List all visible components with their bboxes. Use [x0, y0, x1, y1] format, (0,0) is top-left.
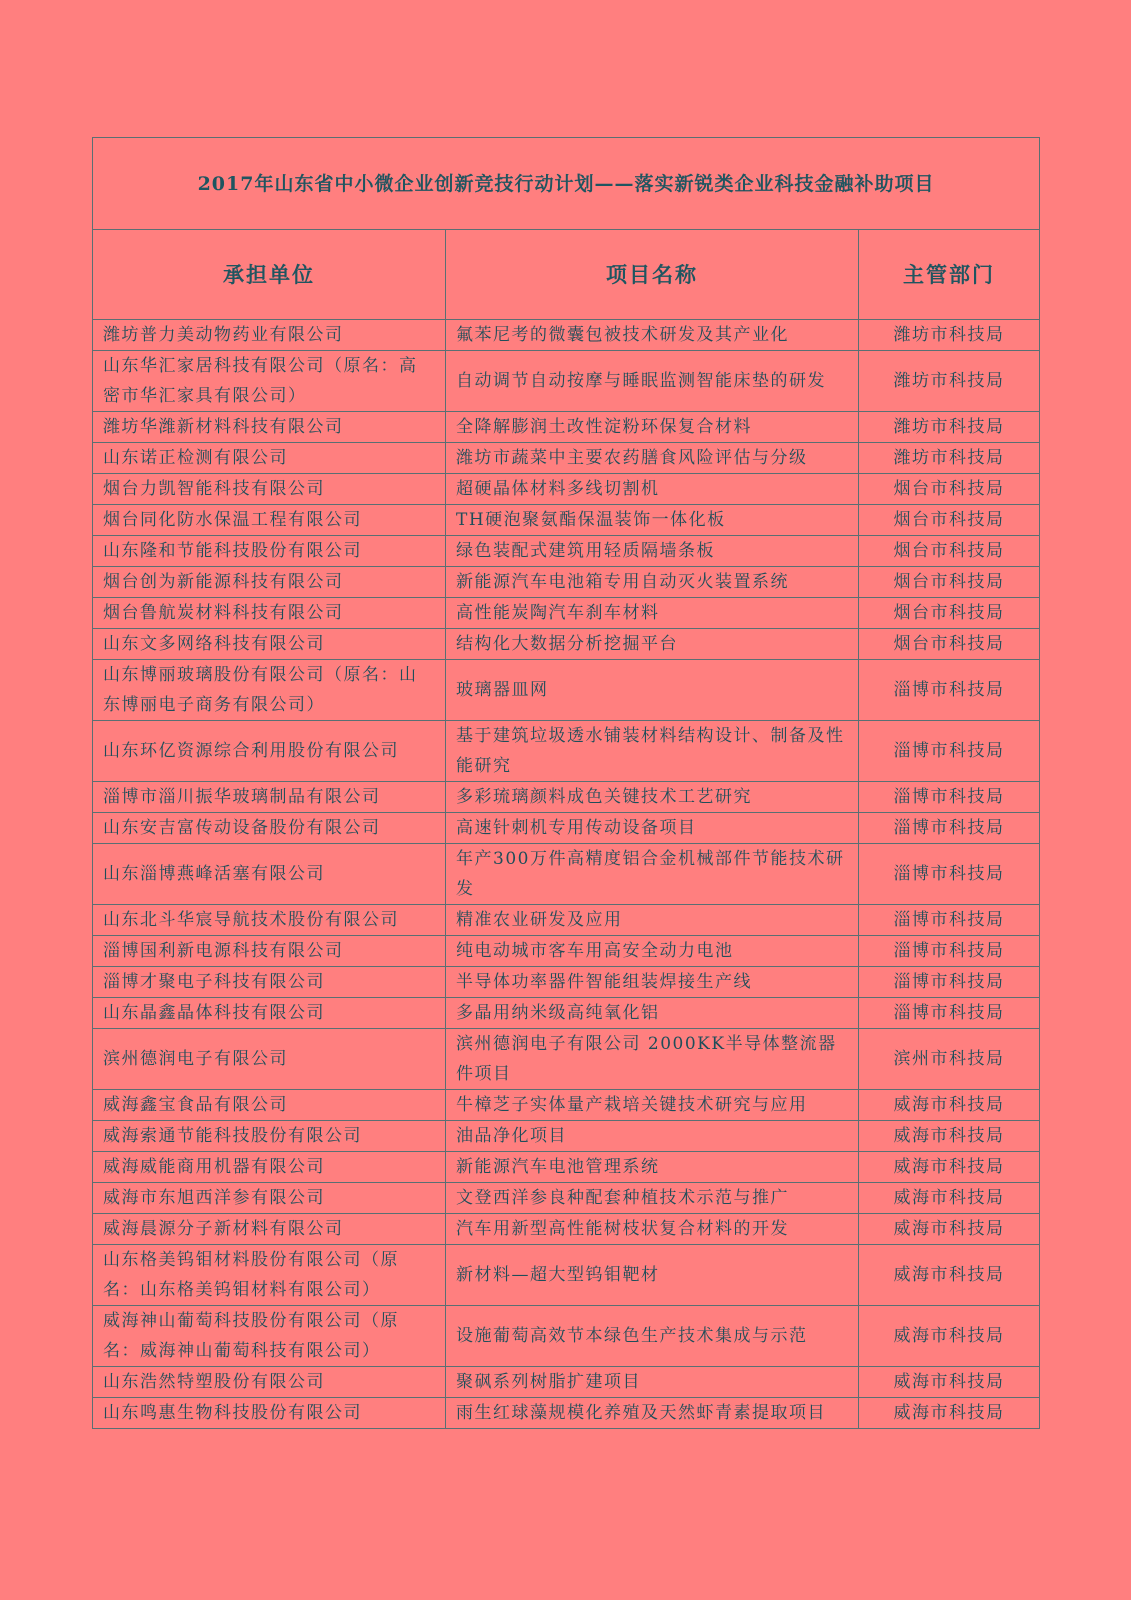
table-row: [93, 1245, 1040, 1306]
table-row: [93, 905, 1040, 936]
project-cell: 滨州德润电子有限公司 2000KK半导体整流器件项目: [446, 1029, 859, 1090]
unit-cell: 烟台同化防水保温工程有限公司: [93, 505, 446, 536]
dept-cell: 滨州市科技局: [859, 1029, 1040, 1090]
unit-cell: 烟台鲁航炭材料科技有限公司: [93, 598, 446, 629]
table-row: [93, 567, 1040, 598]
table-row: [93, 660, 1040, 721]
table-row: [93, 1121, 1040, 1152]
project-cell: 油品净化项目: [446, 1121, 859, 1152]
dept-cell: 威海市科技局: [859, 1367, 1040, 1398]
table-row: [93, 598, 1040, 629]
dept-cell: 淄博市科技局: [859, 844, 1040, 905]
dept-cell: 烟台市科技局: [859, 629, 1040, 660]
project-cell: 玻璃器皿网: [446, 660, 859, 721]
unit-cell: 威海威能商用机器有限公司: [93, 1152, 446, 1183]
project-cell: 绿色装配式建筑用轻质隔墙条板: [446, 536, 859, 567]
unit-cell: 淄博市淄川振华玻璃制品有限公司: [93, 782, 446, 813]
dept-cell: 威海市科技局: [859, 1245, 1040, 1306]
header-project: 项目名称: [446, 230, 859, 320]
table-row: [93, 629, 1040, 660]
project-cell: 文登西洋参良种配套种植技术示范与推广: [446, 1183, 859, 1214]
project-table: [92, 137, 1040, 1429]
unit-cell: 山东华汇家居科技有限公司（原名：高密市华汇家具有限公司）: [93, 351, 446, 412]
table-row: [93, 505, 1040, 536]
dept-cell: 淄博市科技局: [859, 998, 1040, 1029]
project-cell: 氟苯尼考的微囊包被技术研发及其产业化: [446, 320, 859, 351]
project-cell: 结构化大数据分析挖掘平台: [446, 629, 859, 660]
project-cell: 设施葡萄高效节本绿色生产技术集成与示范: [446, 1306, 859, 1367]
project-cell: 牛樟芝子实体量产栽培关键技术研究与应用: [446, 1090, 859, 1121]
dept-cell: 潍坊市科技局: [859, 351, 1040, 412]
project-cell: TH硬泡聚氨酯保温装饰一体化板: [446, 505, 859, 536]
unit-cell: 山东晶鑫晶体科技有限公司: [93, 998, 446, 1029]
dept-cell: 淄博市科技局: [859, 660, 1040, 721]
project-cell: 多晶用纳米级高纯氧化铝: [446, 998, 859, 1029]
unit-cell: 山东安吉富传动设备股份有限公司: [93, 813, 446, 844]
table-row: [93, 967, 1040, 998]
project-cell: 自动调节自动按摩与睡眠监测智能床垫的研发: [446, 351, 859, 412]
table-row: [93, 320, 1040, 351]
dept-cell: 威海市科技局: [859, 1090, 1040, 1121]
dept-cell: 烟台市科技局: [859, 505, 1040, 536]
title-row: [93, 138, 1040, 230]
project-cell: 新能源汽车电池箱专用自动灭火装置系统: [446, 567, 859, 598]
project-cell: 高性能炭陶汽车刹车材料: [446, 598, 859, 629]
table-row: [93, 1090, 1040, 1121]
table-row: [93, 936, 1040, 967]
dept-cell: 威海市科技局: [859, 1398, 1040, 1429]
dept-cell: 潍坊市科技局: [859, 320, 1040, 351]
project-cell: 纯电动城市客车用高安全动力电池: [446, 936, 859, 967]
table-row: [93, 474, 1040, 505]
dept-cell: 淄博市科技局: [859, 905, 1040, 936]
project-cell: 汽车用新型高性能树枝状复合材料的开发: [446, 1214, 859, 1245]
dept-cell: 淄博市科技局: [859, 782, 1040, 813]
project-cell: 精准农业研发及应用: [446, 905, 859, 936]
project-cell: 聚砜系列树脂扩建项目: [446, 1367, 859, 1398]
table-row: [93, 844, 1040, 905]
unit-cell: 山东隆和节能科技股份有限公司: [93, 536, 446, 567]
project-cell: 半导体功率器件智能组装焊接生产线: [446, 967, 859, 998]
dept-cell: 威海市科技局: [859, 1152, 1040, 1183]
project-cell: 雨生红球藻规模化养殖及天然虾青素提取项目: [446, 1398, 859, 1429]
dept-cell: 淄博市科技局: [859, 813, 1040, 844]
project-cell: 年产300万件高精度铝合金机械部件节能技术研发: [446, 844, 859, 905]
unit-cell: 烟台创为新能源科技有限公司: [93, 567, 446, 598]
table-body: [93, 320, 1040, 1429]
project-cell: 新材料—超大型钨钼靶材: [446, 1245, 859, 1306]
table-row: [93, 1398, 1040, 1429]
unit-cell: 山东浩然特塑股份有限公司: [93, 1367, 446, 1398]
table-row: [93, 536, 1040, 567]
dept-cell: 威海市科技局: [859, 1183, 1040, 1214]
table-row: [93, 1306, 1040, 1367]
unit-cell: 威海市东旭西洋参有限公司: [93, 1183, 446, 1214]
table-row: [93, 1214, 1040, 1245]
unit-cell: 威海索通节能科技股份有限公司: [93, 1121, 446, 1152]
table-row: [93, 998, 1040, 1029]
unit-cell: 山东环亿资源综合利用股份有限公司: [93, 721, 446, 782]
dept-cell: 威海市科技局: [859, 1214, 1040, 1245]
dept-cell: 烟台市科技局: [859, 474, 1040, 505]
dept-cell: 烟台市科技局: [859, 536, 1040, 567]
table-row: [93, 443, 1040, 474]
unit-cell: 山东鸣惠生物科技股份有限公司: [93, 1398, 446, 1429]
unit-cell: 山东北斗华宸导航技术股份有限公司: [93, 905, 446, 936]
unit-cell: 山东格美钨钼材料股份有限公司（原名：山东格美钨钼材料有限公司）: [93, 1245, 446, 1306]
unit-cell: 淄博国利新电源科技有限公司: [93, 936, 446, 967]
table-row: [93, 1152, 1040, 1183]
unit-cell: 潍坊华潍新材料科技有限公司: [93, 412, 446, 443]
dept-cell: 潍坊市科技局: [859, 412, 1040, 443]
unit-cell: 威海鑫宝食品有限公司: [93, 1090, 446, 1121]
unit-cell: 淄博才聚电子科技有限公司: [93, 967, 446, 998]
table-row: [93, 1029, 1040, 1090]
project-cell: 多彩琉璃颜料成色关键技术工艺研究: [446, 782, 859, 813]
dept-cell: 淄博市科技局: [859, 721, 1040, 782]
table-row: [93, 721, 1040, 782]
unit-cell: 山东淄博燕峰活塞有限公司: [93, 844, 446, 905]
unit-cell: 威海晨源分子新材料有限公司: [93, 1214, 446, 1245]
project-cell: 新能源汽车电池管理系统: [446, 1152, 859, 1183]
dept-cell: 烟台市科技局: [859, 598, 1040, 629]
project-cell: 潍坊市蔬菜中主要农药膳食风险评估与分级: [446, 443, 859, 474]
unit-cell: 滨州德润电子有限公司: [93, 1029, 446, 1090]
header-row: [93, 230, 1040, 320]
unit-cell: 烟台力凯智能科技有限公司: [93, 474, 446, 505]
header-dept: 主管部门: [859, 230, 1040, 320]
dept-cell: 潍坊市科技局: [859, 443, 1040, 474]
dept-cell: 威海市科技局: [859, 1121, 1040, 1152]
header-unit: 承担单位: [93, 230, 446, 320]
unit-cell: 潍坊普力美动物药业有限公司: [93, 320, 446, 351]
table-row: [93, 1183, 1040, 1214]
table-row: [93, 813, 1040, 844]
project-cell: 全降解膨润土改性淀粉环保复合材料: [446, 412, 859, 443]
table-row: [93, 1367, 1040, 1398]
unit-cell: 山东博丽玻璃股份有限公司（原名：山东博丽电子商务有限公司）: [93, 660, 446, 721]
project-cell: 基于建筑垃圾透水铺装材料结构设计、制备及性能研究: [446, 721, 859, 782]
dept-cell: 淄博市科技局: [859, 936, 1040, 967]
dept-cell: 烟台市科技局: [859, 567, 1040, 598]
table-row: [93, 412, 1040, 443]
table-title: 2017年山东省中小微企业创新竞技行动计划——落实新锐类企业科技金融补助项目: [93, 138, 1040, 230]
dept-cell: 淄博市科技局: [859, 967, 1040, 998]
unit-cell: 山东文多网络科技有限公司: [93, 629, 446, 660]
dept-cell: 威海市科技局: [859, 1306, 1040, 1367]
table-row: [93, 351, 1040, 412]
table-row: [93, 782, 1040, 813]
project-cell: 高速针刺机专用传动设备项目: [446, 813, 859, 844]
unit-cell: 山东诺正检测有限公司: [93, 443, 446, 474]
unit-cell: 威海神山葡萄科技股份有限公司（原名：威海神山葡萄科技有限公司）: [93, 1306, 446, 1367]
project-cell: 超硬晶体材料多线切割机: [446, 474, 859, 505]
